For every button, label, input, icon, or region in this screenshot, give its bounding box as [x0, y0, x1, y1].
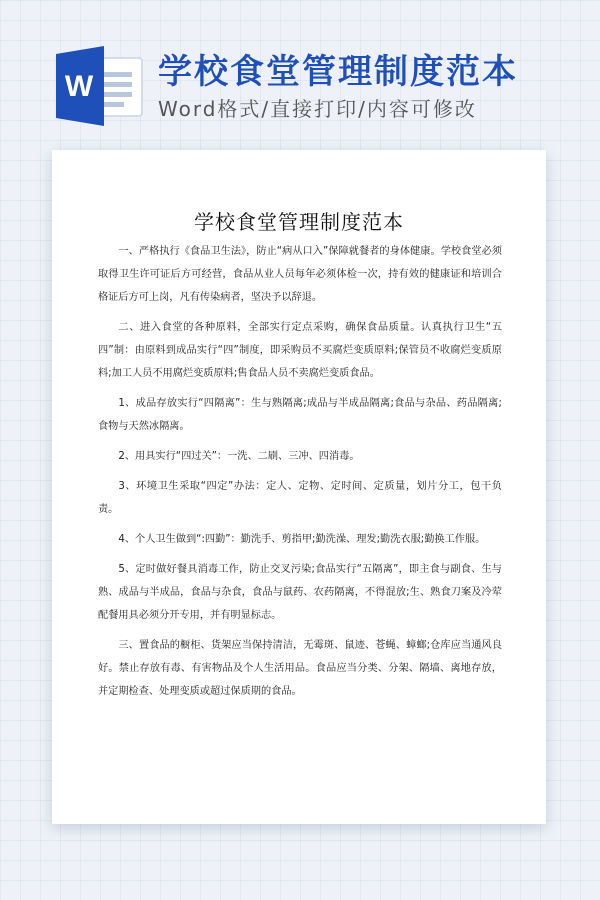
paragraph: 二、进入食堂的各种原料，全部实行定点采购，确保食品质量。认真执行卫生“五四”制：由原料到成品实行“四”制度，即采购员不买腐烂变质原料;保管员不收腐烂变质原料;加工人员不用腐烂变质原料;售食品人员不卖腐烂变质食品。	[98, 322, 502, 379]
document-title: 学校食堂管理制度范本	[194, 210, 404, 234]
paragraph: 1、成品存放实行“四隔离”：生与熟隔离;成品与半成品隔离;食品与杂品、药品隔离;食物与天然冰隔离。	[98, 398, 502, 432]
paragraph: 2、用具实行“四过关”：一洗、二刷、三冲、四消毒。	[118, 451, 360, 462]
paragraph: 4、个人卫生做到“:四勤”：勤洗手、剪指甲;勤洗澡、理发;勤洗衣服;勤换工作服。	[118, 534, 486, 545]
paragraph: 三、置食品的橱柜、货架应当保持清洁，无霉斑、鼠迹、苍蝇、蟑螂;仓库应当通风良好。禁止存放有毒、有害物品及个人生活用品。食品应当分类、分架、隔墙、离地存放，并定期检查、处理变质或超过保质期的食品。	[98, 640, 502, 697]
word-logo-letter: W	[64, 70, 94, 103]
header-banner	[0, 0, 600, 140]
page-title: 学校食堂管理制度范本	[158, 52, 518, 92]
paragraph: 5、定时做好餐具消毒工作，防止交叉污染;食品实行“五隔离”，即主食与副食、生与熟、成品与半成品，食品与杂食，食品与鼠药、农药隔离，不得混放;生、熟食刀案及冷荤配餐用具必须分开专用，并有明显标志。	[98, 564, 502, 621]
word-icon	[52, 44, 144, 128]
document-body	[98, 240, 502, 710]
document-page	[52, 150, 546, 824]
paragraph: 3、环境卫生采取“四定”办法：定人、定物、定时间、定质量，划片分工，包干负责。	[98, 481, 502, 515]
page-subtitle: Word格式/直接打印/内容可修改	[158, 97, 477, 121]
paragraph: 一、严格执行《食品卫生法》，防止“病从口入”保障就餐者的身体健康。学校食堂必须取得卫生许可证后方可经营，食品从业人员每年必须体检一次，持有效的健康证和培训合格证后方可上岗，凡有传染病者，坚决予以辞退。	[98, 246, 502, 303]
